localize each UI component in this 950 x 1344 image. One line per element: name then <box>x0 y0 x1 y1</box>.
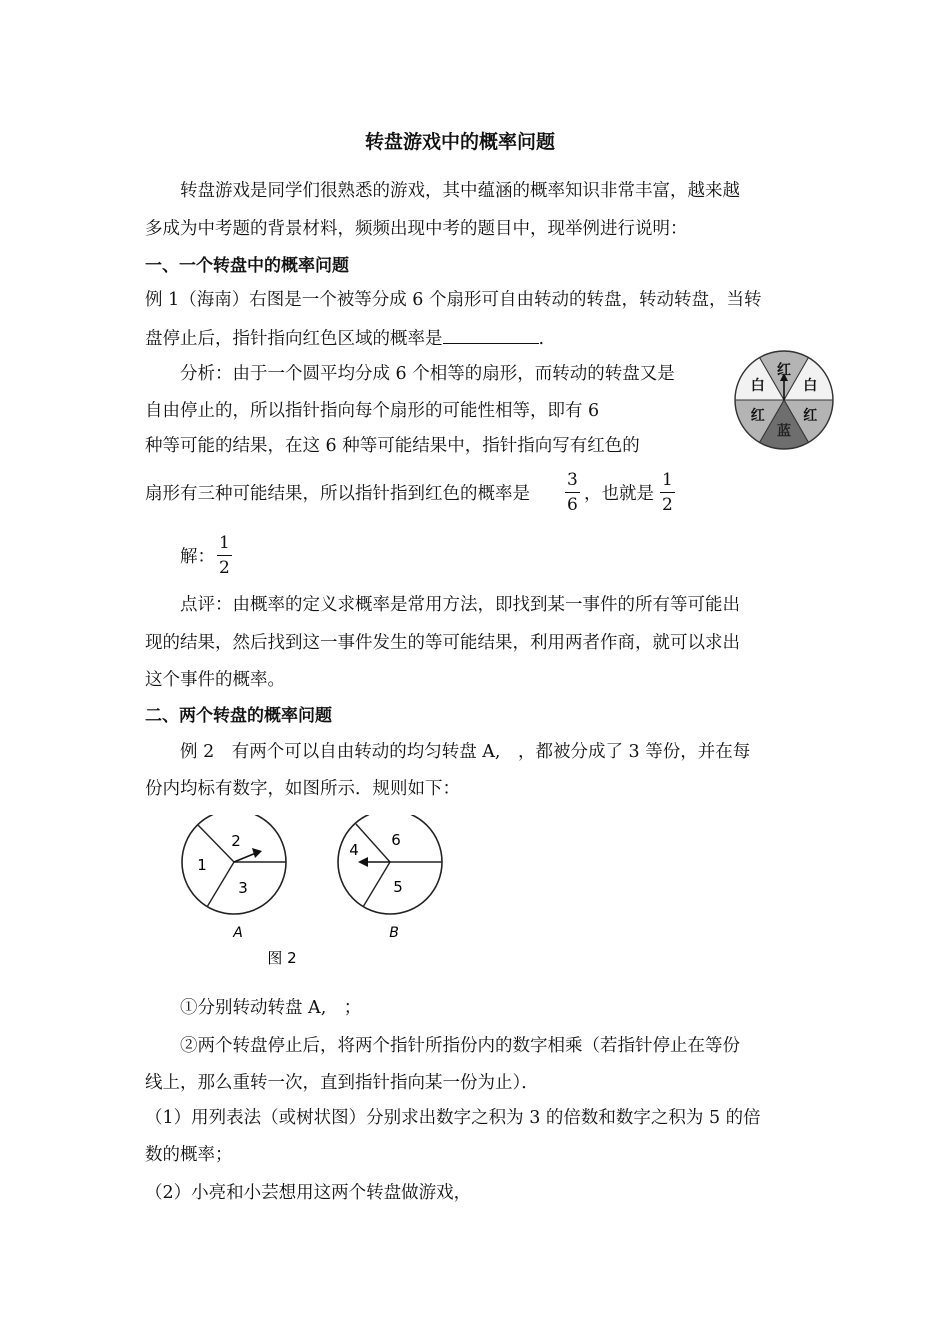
wheel-a-divider <box>207 862 234 907</box>
wheel-b-divider <box>356 824 390 862</box>
fraction-denominator: 2 <box>219 558 230 578</box>
wheel-b-number: 5 <box>393 878 403 896</box>
spinner-sector-label: 蓝 <box>777 423 791 440</box>
example1-line-2-text: 盘停止后，指针指向红色区域的概率是 <box>145 329 443 349</box>
spinner-sector-label: 白 <box>750 377 765 394</box>
analysis-line-2: 自由停止的，所以指针指向每个扇形的可能性相等，即有 6 <box>145 401 600 421</box>
wheel-b <box>338 815 442 941</box>
example2-line-1: 例 2 有两个可以自由转动的均匀转盘 A, ，都被分成了 3 等份，并在每 <box>180 742 751 762</box>
analysis-line-4-mid: ，也就是 <box>584 484 654 504</box>
example1-line-2 <box>145 329 544 349</box>
spinner-sector-label: 红 <box>803 408 818 425</box>
example1-line-2-end: . <box>538 329 545 349</box>
spinner-sector-label: 红 <box>750 408 765 425</box>
wheel-b-label: B <box>389 925 399 941</box>
comment-line-1: 点评：由概率的定义求概率是常用方法，即找到某一事件的所有等可能出 <box>180 595 740 615</box>
comment-line-2: 现的结果，然后找到这一事件发生的等可能结果，利用两者作商，就可以求出 <box>145 633 740 653</box>
rule-2-line-2: 线上，那么重转一次，直到指针指向某一份为止）． <box>145 1073 539 1093</box>
wheel-a-number: 2 <box>231 832 241 850</box>
wheel-a-label: A <box>233 925 243 941</box>
rule-2-line-1: ②两个转盘停止后，将两个指针所指份内的数字相乘（若指针停止在等份 <box>180 1036 740 1056</box>
solution-fraction <box>217 535 232 577</box>
fraction-numerator: 1 <box>217 535 232 556</box>
wheel-a-number: 3 <box>238 879 248 897</box>
example2-line-2: 份内均标有数字，如图所示．规则如下： <box>145 779 460 799</box>
fraction-one-half <box>660 472 675 514</box>
wheel-b-number: 4 <box>349 841 359 859</box>
wheel-b-number: 6 <box>391 831 401 849</box>
question-1-line-1: （1）用列表法（或树状图）分别求出数字之积为 3 的倍数和数字之积为 5 的倍 <box>145 1108 761 1128</box>
section2-heading: 二、两个转盘的概率问题 <box>145 706 332 726</box>
question-1-line-2: 数的概率； <box>145 1145 233 1165</box>
section1-heading: 一、一个转盘中的概率问题 <box>145 256 349 276</box>
wheel-a <box>182 815 286 941</box>
wheel-b-divider <box>363 862 390 907</box>
intro-line-2: 多成为中考题的背景材料，频频出现中考的题目中，现举例进行说明： <box>145 219 688 239</box>
wheel-b-rim <box>338 815 442 914</box>
analysis-line-4: 扇形有三种可能结果，所以指针指到红色的概率是 <box>145 484 530 504</box>
fraction-numerator: 1 <box>660 472 675 493</box>
comment-line-3: 这个事件的概率。 <box>145 670 285 690</box>
fraction-denominator: 6 <box>567 495 578 515</box>
fraction-three-sixths <box>565 472 580 514</box>
spinner-sector-label: 白 <box>803 377 818 394</box>
wheel-a-pointer-head <box>252 848 262 858</box>
analysis-line-1: 分析：由于一个圆平均分成 6 个相等的扇形，而转动的转盘又是 <box>180 364 675 384</box>
answer-blank <box>443 329 539 344</box>
figure-2-spinners <box>170 815 460 975</box>
wheel-a-pointer <box>234 853 256 862</box>
wheel-b-pointer-head <box>358 857 368 867</box>
analysis-line-3: 种等可能的结果，在这 6 种等可能结果中，指针指向写有红色的 <box>145 436 640 456</box>
intro-line-1: 转盘游戏是同学们很熟悉的游戏，其中蕴涵的概率知识非常丰富，越来越 <box>180 181 740 201</box>
example1-line-1: 例 1（海南）右图是一个被等分成 6 个扇形可自由转动的转盘，转动转盘，当转 <box>145 290 762 310</box>
fraction-denominator: 2 <box>662 495 673 515</box>
rule-1: ①分别转动转盘 A, ； <box>180 998 362 1018</box>
solution-label: 解： <box>180 547 215 567</box>
wheel-a-number: 1 <box>197 856 207 874</box>
fraction-numerator: 3 <box>565 472 580 493</box>
spinner-sector-label: 红 <box>777 362 791 379</box>
page-title: 转盘游戏中的概率问题 <box>365 131 556 153</box>
question-2-line-1: （2）小亮和小芸想用这两个转盘做游戏， <box>145 1183 472 1203</box>
figure-caption: 图 2 <box>267 949 297 967</box>
six-sector-spinner <box>732 346 836 454</box>
